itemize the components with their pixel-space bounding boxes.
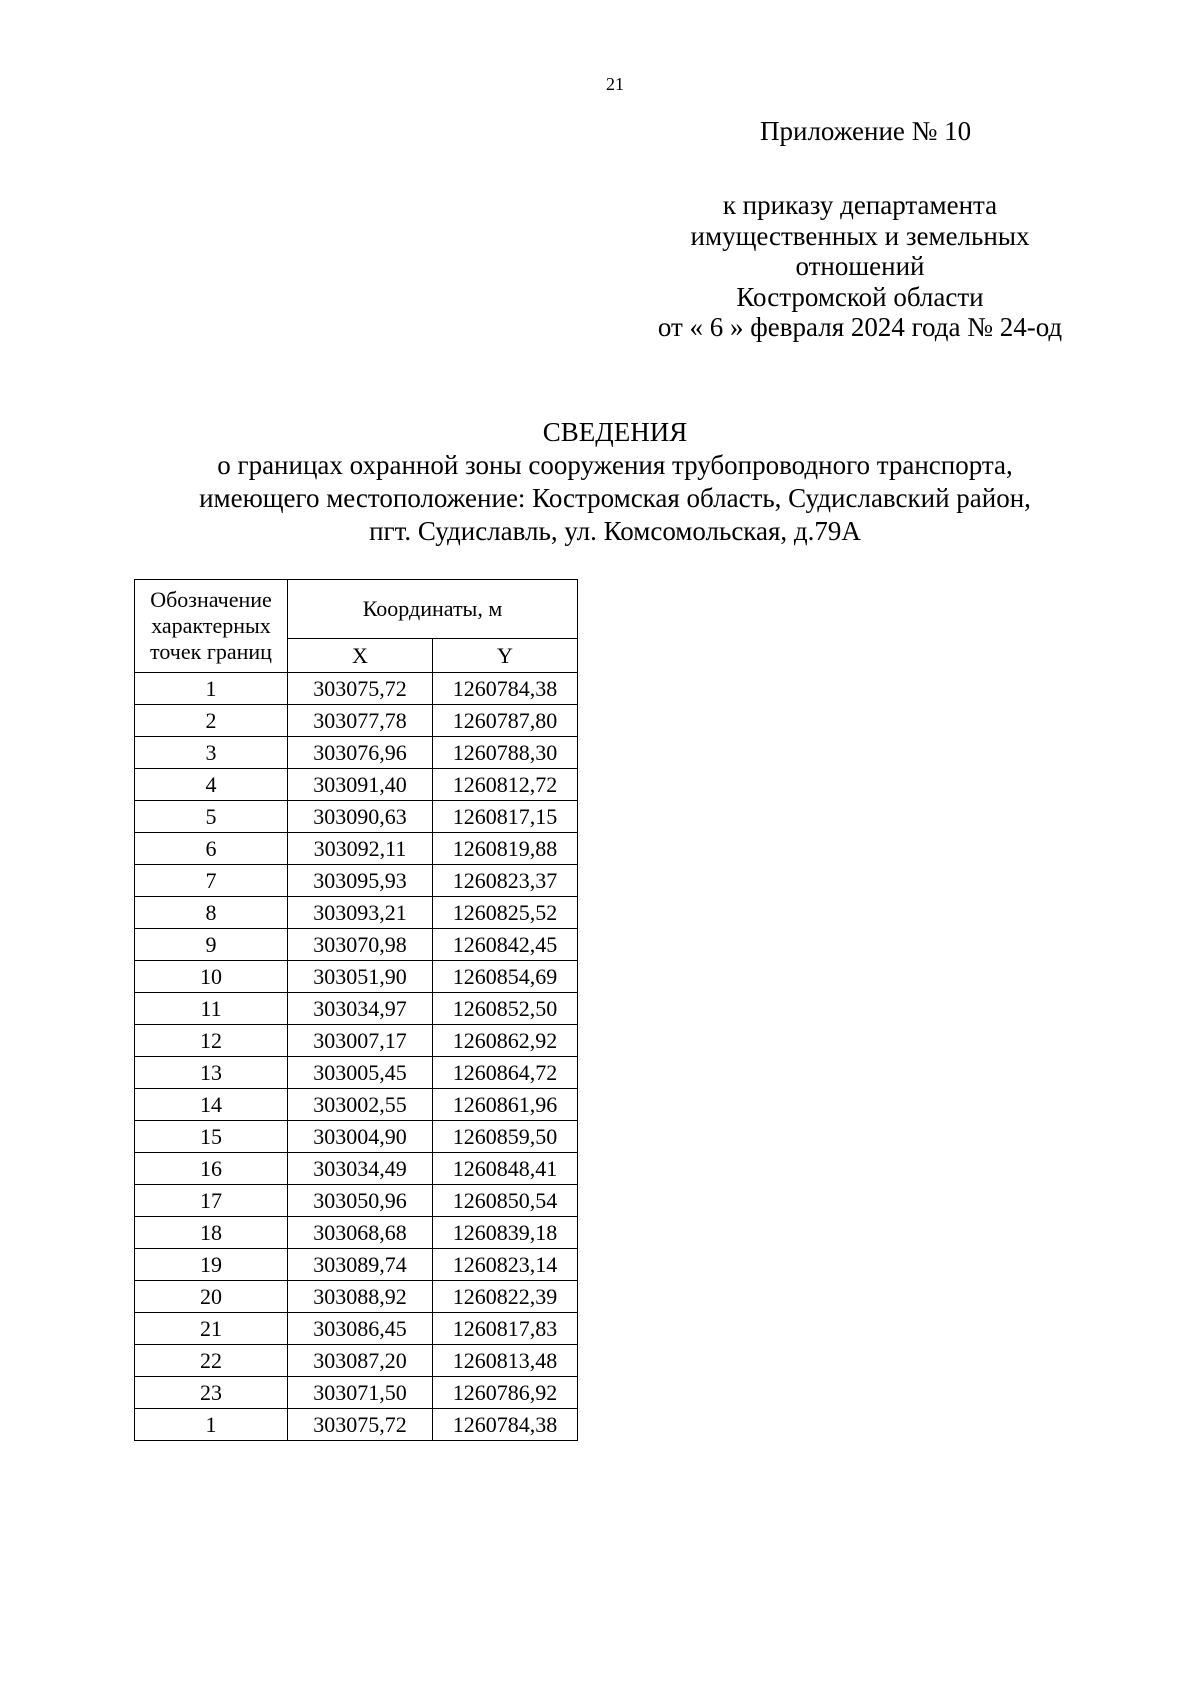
heading-title: СВЕДЕНИЯ	[542, 417, 688, 447]
y-cell: 1260813,48	[433, 1345, 578, 1377]
order-line: к приказу департамента	[722, 190, 998, 220]
table-row	[135, 961, 578, 993]
page-number: 21	[606, 74, 624, 94]
x-cell: 303089,74	[288, 1249, 433, 1281]
header-y: Y	[433, 639, 578, 673]
x-cell: 303090,63	[288, 801, 433, 833]
point-cell: 10	[135, 961, 288, 993]
point-cell: 21	[135, 1313, 288, 1345]
point-cell: 22	[135, 1345, 288, 1377]
point-cell: 18	[135, 1217, 288, 1249]
order-line: имущественных и земельных	[690, 220, 1030, 251]
y-cell: 1260812,72	[433, 769, 578, 801]
y-cell: 1260861,96	[433, 1089, 578, 1121]
point-cell: 3	[135, 737, 288, 769]
y-cell: 1260823,14	[433, 1249, 578, 1281]
y-cell: 1260850,54	[433, 1185, 578, 1217]
table-row	[135, 1025, 578, 1057]
point-cell: 1	[135, 1409, 288, 1441]
table-row	[135, 1313, 578, 1345]
heading-line: о границах охранной зоны сооружения трубопроводного транспорта,	[217, 450, 1013, 480]
header-coordinates: Координаты, м	[288, 580, 578, 639]
header-point-line: точек границ	[150, 639, 272, 664]
y-cell: 1260852,50	[433, 993, 578, 1025]
y-cell: 1260839,18	[433, 1217, 578, 1249]
x-cell: 303071,50	[288, 1377, 433, 1409]
table-row	[135, 1089, 578, 1121]
x-cell: 303002,55	[288, 1089, 433, 1121]
point-cell: 13	[135, 1057, 288, 1089]
table-body	[135, 673, 578, 1441]
point-cell: 19	[135, 1249, 288, 1281]
table-row	[135, 769, 578, 801]
table-row	[135, 1217, 578, 1249]
y-cell: 1260784,38	[433, 673, 578, 705]
header-x: X	[288, 639, 433, 673]
document-heading	[0, 416, 1200, 548]
y-cell: 1260817,83	[433, 1313, 578, 1345]
appendix-title: Приложение № 10	[760, 116, 972, 146]
x-cell: 303091,40	[288, 769, 433, 801]
table-row	[135, 865, 578, 897]
x-cell: 303086,45	[288, 1313, 433, 1345]
table-row	[135, 1057, 578, 1089]
y-cell: 1260822,39	[433, 1281, 578, 1313]
header-point-line: характерных	[151, 613, 271, 638]
table-row	[135, 929, 578, 961]
point-cell: 8	[135, 897, 288, 929]
point-cell: 17	[135, 1185, 288, 1217]
y-cell: 1260864,72	[433, 1057, 578, 1089]
y-cell: 1260819,88	[433, 833, 578, 865]
point-cell: 11	[135, 993, 288, 1025]
order-reference	[640, 190, 1080, 343]
order-line: от « 6 » февраля 2024 года № 24-од	[657, 312, 1063, 342]
point-cell: 23	[135, 1377, 288, 1409]
x-cell: 303050,96	[288, 1185, 433, 1217]
point-cell: 2	[135, 705, 288, 737]
table-row	[135, 1249, 578, 1281]
x-cell: 303075,72	[288, 1409, 433, 1441]
y-cell: 1260823,37	[433, 865, 578, 897]
table-row	[135, 1409, 578, 1441]
header-point-label	[135, 580, 288, 673]
point-cell: 15	[135, 1121, 288, 1153]
table-row	[135, 897, 578, 929]
table-row	[135, 737, 578, 769]
point-cell: 16	[135, 1153, 288, 1185]
x-cell: 303007,17	[288, 1025, 433, 1057]
x-cell: 303087,20	[288, 1345, 433, 1377]
x-cell: 303034,97	[288, 993, 433, 1025]
table-row	[135, 1121, 578, 1153]
y-cell: 1260817,15	[433, 801, 578, 833]
x-cell: 303075,72	[288, 673, 433, 705]
table-row	[135, 1377, 578, 1409]
table-row	[135, 1185, 578, 1217]
x-cell: 303005,45	[288, 1057, 433, 1089]
table-row	[135, 1345, 578, 1377]
point-cell: 12	[135, 1025, 288, 1057]
y-cell: 1260786,92	[433, 1377, 578, 1409]
y-cell: 1260862,92	[433, 1025, 578, 1057]
x-cell: 303034,49	[288, 1153, 433, 1185]
table-row	[135, 705, 578, 737]
point-cell: 4	[135, 769, 288, 801]
y-cell: 1260825,52	[433, 897, 578, 929]
x-cell: 303051,90	[288, 961, 433, 993]
y-cell: 1260859,50	[433, 1121, 578, 1153]
y-cell: 1260788,30	[433, 737, 578, 769]
x-cell: 303092,11	[288, 833, 433, 865]
table-row	[135, 1153, 578, 1185]
y-cell: 1260784,38	[433, 1409, 578, 1441]
point-cell: 5	[135, 801, 288, 833]
x-cell: 303095,93	[288, 865, 433, 897]
point-cell: 14	[135, 1089, 288, 1121]
point-cell: 9	[135, 929, 288, 961]
order-line: Костромской области	[736, 281, 984, 312]
y-cell: 1260842,45	[433, 929, 578, 961]
x-cell: 303076,96	[288, 737, 433, 769]
y-cell: 1260854,69	[433, 961, 578, 993]
point-cell: 20	[135, 1281, 288, 1313]
x-cell: 303068,68	[288, 1217, 433, 1249]
coordinates-table	[134, 579, 578, 1441]
point-cell: 1	[135, 673, 288, 705]
y-cell: 1260787,80	[433, 705, 578, 737]
x-cell: 303088,92	[288, 1281, 433, 1313]
header-point-line: Обозначение	[150, 587, 272, 612]
table-row	[135, 1281, 578, 1313]
x-cell: 303004,90	[288, 1121, 433, 1153]
table-row	[135, 833, 578, 865]
point-cell: 7	[135, 865, 288, 897]
table-row	[135, 801, 578, 833]
y-cell: 1260848,41	[433, 1153, 578, 1185]
heading-line: пгт. Судиславль, ул. Комсомольская, д.79А	[369, 516, 861, 546]
point-cell: 6	[135, 833, 288, 865]
heading-line: имеющего местоположение: Костромская область, Судиславский район,	[199, 483, 1031, 513]
x-cell: 303077,78	[288, 705, 433, 737]
table-row	[135, 673, 578, 705]
x-cell: 303070,98	[288, 929, 433, 961]
order-line: отношений	[795, 251, 925, 281]
table-row	[135, 993, 578, 1025]
x-cell: 303093,21	[288, 897, 433, 929]
